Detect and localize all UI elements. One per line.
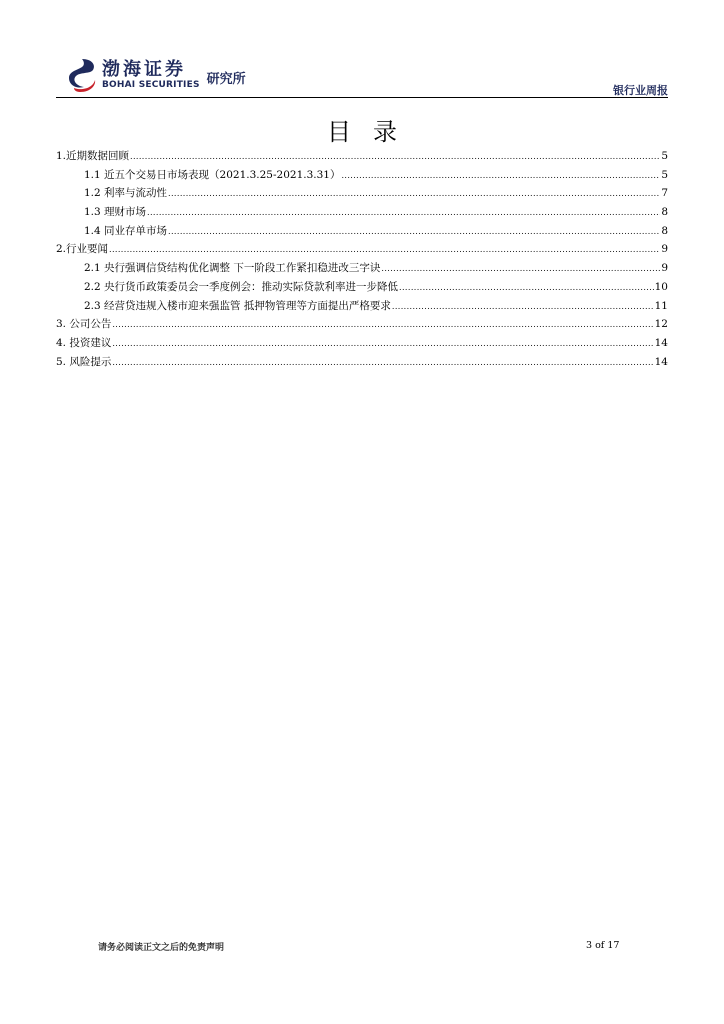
toc-entry-page: 14 — [654, 336, 668, 349]
bohai-securities-logo — [66, 52, 246, 98]
page-footer — [0, 940, 724, 960]
toc-entry-page: 7 — [661, 187, 668, 200]
logo-english-name: BOHAI SECURITIES — [102, 79, 200, 90]
toc-entry-page: 12 — [654, 318, 668, 331]
toc-dot-leader — [130, 148, 660, 167]
toc-dot-leader — [112, 316, 653, 335]
header-divider — [56, 97, 668, 98]
toc-entry[interactable] — [56, 203, 668, 222]
toc-entry-title: 1.2 利率与流动性 — [84, 187, 168, 200]
toc-dot-leader — [341, 167, 660, 186]
toc-entry-page: 10 — [654, 280, 668, 293]
toc-entry[interactable] — [56, 166, 668, 185]
toc-entry[interactable] — [56, 240, 668, 259]
toc-dot-leader — [168, 185, 660, 204]
toc-entry-page: 11 — [654, 299, 668, 312]
report-type: 银行业周报 — [613, 84, 668, 97]
toc-dot-leader — [168, 223, 660, 242]
toc-dot-leader — [109, 241, 660, 260]
toc-entry-title: 1.近期数据回顾 — [56, 150, 130, 162]
toc-entry-page: 8 — [661, 224, 668, 237]
toc-entry-title: 1.1 近五个交易日市场表现（2021.3.25-2021.3.31） — [84, 168, 341, 181]
toc-entry[interactable] — [56, 315, 668, 334]
toc-entry[interactable] — [56, 334, 668, 353]
toc-entry-page: 5 — [661, 168, 668, 181]
toc-title: 目录 — [327, 118, 419, 146]
toc-entry-title: 2.1 央行强调信贷结构优化调整 下一阶段工作紧扣稳进改三字诀 — [84, 262, 381, 275]
toc-entry-title: 1.3 理财市场 — [84, 206, 147, 219]
table-of-contents — [56, 147, 668, 371]
toc-entry-page: 9 — [661, 262, 668, 275]
logo-chinese-name: 渤海证券 — [102, 58, 186, 80]
toc-entry-page: 8 — [661, 206, 668, 219]
toc-entry[interactable] — [56, 184, 668, 203]
toc-entry[interactable] — [56, 278, 668, 297]
toc-entry-title: 4. 投资建议 — [56, 336, 112, 349]
toc-entry-title: 1.4 同业存单市场 — [84, 224, 168, 237]
toc-entry[interactable] — [56, 222, 668, 241]
toc-entry-title: 5. 风险提示 — [56, 355, 112, 368]
toc-dot-leader — [112, 354, 653, 373]
toc-entry[interactable] — [56, 353, 668, 372]
disclaimer-text: 请务必阅读正文之后的免责声明 — [98, 943, 225, 953]
toc-dot-leader — [112, 335, 653, 354]
toc-entry-title: 2.2 央行货币政策委员会一季度例会：推动实际贷款利率进一步降低 — [84, 280, 399, 293]
toc-dot-leader — [392, 298, 654, 317]
toc-dot-leader — [399, 279, 654, 298]
toc-entry-page: 14 — [654, 355, 668, 368]
page-number: 3 of 17 — [586, 940, 620, 951]
toc-entry-title: 3. 公司公告 — [56, 318, 112, 331]
toc-entry-page: 5 — [661, 150, 668, 162]
institute-label: 研究所 — [206, 71, 246, 87]
toc-entry[interactable] — [56, 259, 668, 278]
bohai-logo-icon — [66, 57, 98, 93]
toc-entry-page: 9 — [661, 243, 668, 256]
toc-entry[interactable] — [56, 147, 668, 166]
toc-entry-title: 2.行业要闻 — [56, 243, 109, 256]
toc-entry[interactable] — [56, 297, 668, 316]
toc-entry-title: 2.3 经营贷违规入楼市迎来强监管 抵押物管理等方面提出严格要求 — [84, 299, 391, 312]
toc-dot-leader — [381, 260, 660, 279]
page-header — [0, 0, 724, 100]
toc-dot-leader — [147, 204, 660, 223]
